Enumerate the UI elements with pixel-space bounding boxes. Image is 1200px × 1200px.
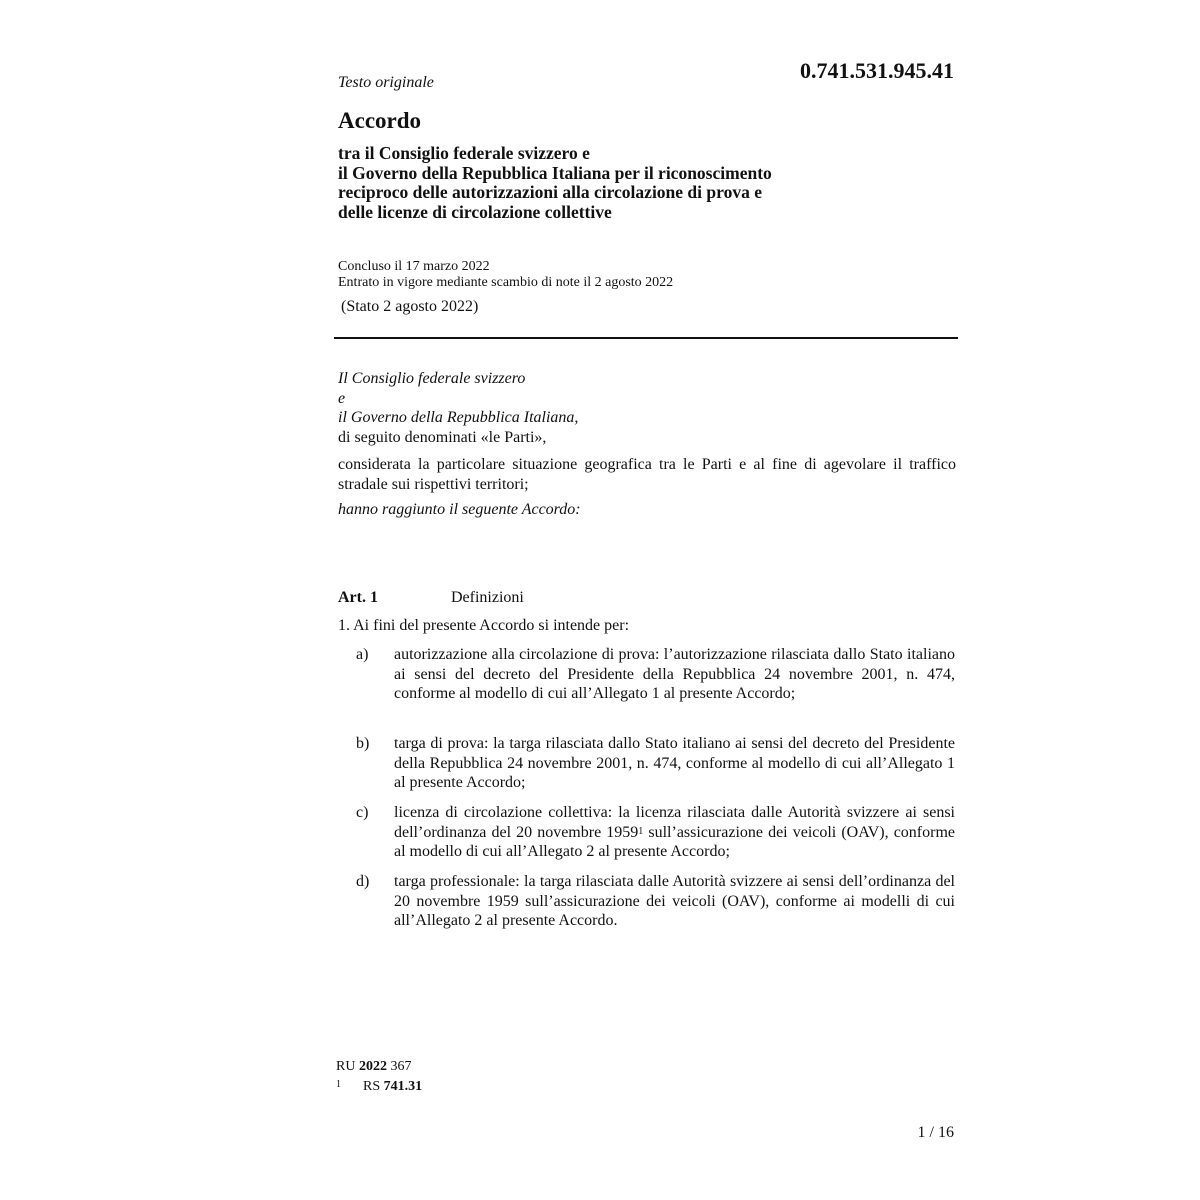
ru-prefix: RU (336, 1059, 356, 1074)
item-letter: d) (356, 873, 370, 890)
ru-page: 367 (390, 1059, 412, 1074)
item-text (394, 803, 955, 862)
footnote-marker[interactable]: 1 (638, 825, 644, 837)
item-text-part: licenza di circolazione collettiva: la licenza rilasciata dalle Autorità svizzere ai sensi dell’ordinanza del 20 novembre 1959 (394, 804, 955, 841)
agreement-clause: hanno raggiunto il seguente Accordo: (338, 501, 581, 518)
horizontal-divider (334, 337, 958, 339)
page-title: Accordo (338, 108, 422, 133)
considering-clause: considerata la particolare situazione geografica tra le Parti e al fine di agevolare il traffico stradale sui rispettivi territori; (338, 456, 956, 493)
status-date: (Stato 2 agosto 2022) (341, 298, 479, 315)
footnote-prefix: RS (363, 1079, 381, 1094)
item-text: targa professionale: la targa rilasciata dalle Autorità svizzere ai sensi dell’ordinanza del 20 novembre 1959 sull’assicurazione dei veicoli (OAV), conforme ai modelli di cui all’Allegato 2 al presente Accordo. (394, 873, 955, 929)
item-text: targa di prova: la targa rilasciata dallo Stato italiano ai sensi del decreto del Presidente della Repubblica 24 novembre 2001, n. 474, conforme al modello di cui all’Allegato 1 al presente Accordo; (394, 735, 955, 791)
concluded-date: Concluso il 17 marzo 2022 (338, 259, 490, 274)
parties-definition: di seguito denominati «le Parti», (338, 428, 547, 446)
footnote-number: 1 (336, 1079, 341, 1090)
item-text-part: sull’assicurazione dei veicoli (OAV), conforme al modello di cui all’Allegato 2 al presente Accordo; (394, 823, 955, 860)
party-conjunction: e (338, 389, 346, 407)
original-text-label: Testo originale (338, 74, 434, 91)
item-letter: b) (356, 735, 370, 752)
article-intro: 1. Ai fini del presente Accordo si intende per: (338, 617, 630, 634)
document-number: 0.741.531.945.41 (800, 58, 954, 83)
party-italian-government: il Governo della Repubblica Italiana, (338, 409, 579, 426)
article-number: Art. 1 (338, 589, 378, 606)
agreement-subtitle (338, 144, 938, 222)
subtitle-line: tra il Consiglio federale svizzero e (338, 143, 590, 163)
subtitle-line: reciproco delle autorizzazioni alla circolazione di prova e (338, 182, 762, 202)
in-force-date: Entrato in vigore mediante scambio di note il 2 agosto 2022 (338, 275, 674, 290)
dates-block (338, 259, 673, 291)
definition-item (356, 872, 956, 931)
definition-item (356, 734, 956, 793)
preamble (338, 369, 956, 520)
definition-item (356, 645, 956, 704)
article-title: Definizioni (451, 589, 524, 606)
footnote-link[interactable]: 741.31 (383, 1079, 423, 1094)
item-letter: c) (356, 804, 369, 821)
subtitle-line: delle licenze di circolazione collettive (338, 201, 612, 222)
official-compilation-ref (336, 1059, 411, 1075)
item-text: autorizzazione alla circolazione di prova: l’autorizzazione rilasciata dallo Stato italiano ai sensi del decreto del Presidente della Repubblica 24 novembre 2001, n. 474, conforme al modello di cui all’Allegato 1 al presente Accordo; (394, 646, 955, 702)
subtitle-line: il Governo della Repubblica Italiana per il riconoscimento (338, 162, 772, 183)
definition-item (356, 803, 956, 862)
page-number: 1 / 16 (917, 1124, 954, 1141)
item-letter: a) (356, 646, 369, 663)
footnote (336, 1079, 422, 1095)
ru-year: 2022 (358, 1059, 387, 1074)
article-heading (338, 589, 524, 607)
party-swiss-council: Il Consiglio federale svizzero (338, 370, 526, 387)
